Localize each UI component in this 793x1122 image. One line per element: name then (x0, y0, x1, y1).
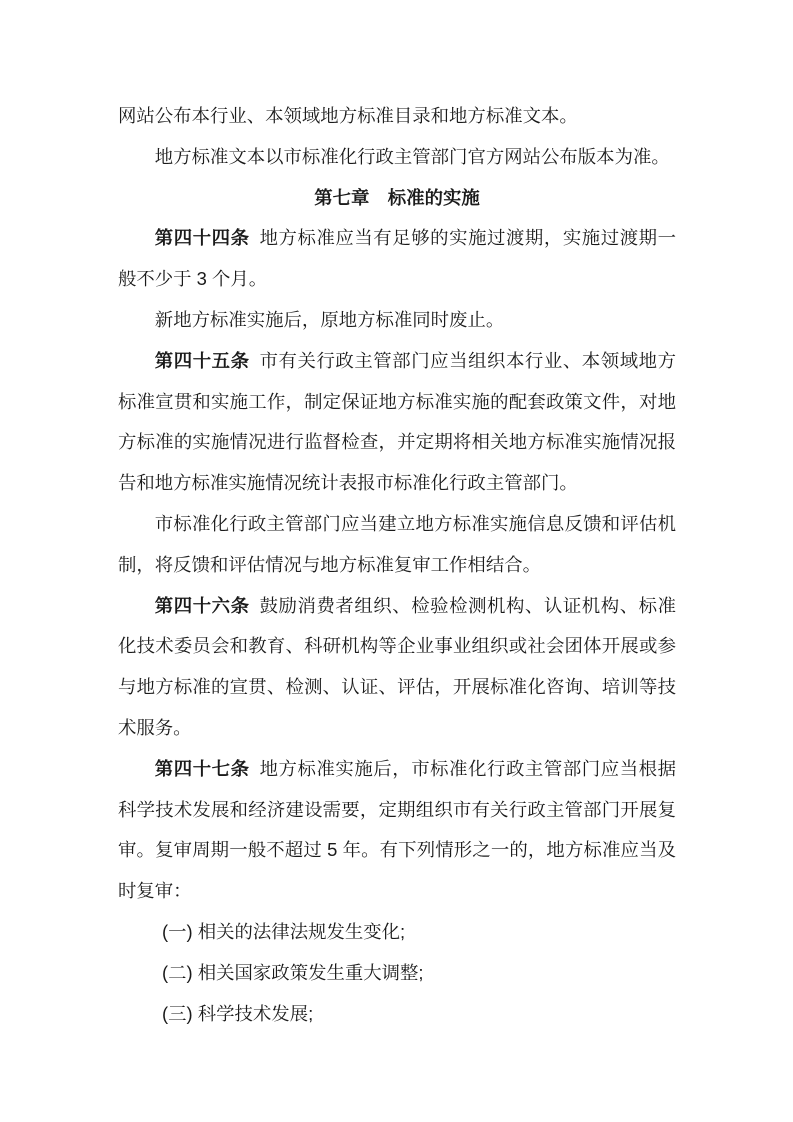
review-condition-item-3: (三) 科学技术发展; (162, 1002, 314, 1024)
paragraph-feedback-mechanism: 市标准化行政主管部门应当建立地方标准实施信息反馈和评估机制，将反馈和评估情况与地方标准复审工作相结合。 (118, 512, 676, 575)
paragraph-continuation: 网站公布本行业、本领域地方标准目录和地方标准文本。 (118, 105, 578, 126)
article-45-number: 第四十五条 (154, 349, 250, 371)
article-44-paragraph (118, 218, 676, 300)
review-condition-item-2: (二) 相关国家政策发生重大调整; (162, 961, 424, 983)
review-condition-item-1: (一) 相关的法律法规发生变化; (162, 920, 406, 942)
article-46-number: 第四十六条 (154, 594, 250, 616)
article-45-text: 市有关行政主管部门应当组织本行业、本领域地方标准宣贯和实施工作，制定保证地方标准实施的配套政策文件，对地方标准的实施情况进行监督检查，并定期将相关地方标准实施情况报告和地方标准实施情况统计表报市标准化行政主管部门。 (118, 349, 676, 494)
paragraph-official-version: 地方标准文本以市标准化行政主管部门官方网站公布版本为准。 (154, 145, 670, 167)
article-46-paragraph (118, 586, 676, 749)
article-47-number: 第四十七条 (154, 757, 250, 779)
article-47-text: 地方标准实施后，市标准化行政主管部门应当根据科学技术发展和经济建设需要，定期组织市有关行政主管部门开展复审。复审周期一般不超过 5 年。有下列情形之一的，地方标准应当及时复审： (118, 757, 676, 902)
article-47-paragraph (118, 749, 676, 912)
chapter-heading: 第七章 标准的实施 (314, 186, 480, 208)
article-44-number: 第四十四条 (154, 227, 250, 249)
article-45-paragraph (118, 341, 676, 504)
article-44-text: 地方标准应当有足够的实施过渡期，实施过渡期一般不少于 3 个月。 (118, 227, 676, 290)
article-46-text: 鼓励消费者组织、检验检测机构、认证机构、标准化技术委员会和教育、科研机构等企业事业组织或社会团体开展或参与地方标准的宣贯、检测、认证、评估，开展标准化咨询、培训等技术服务。 (118, 594, 676, 738)
paragraph-new-standard: 新地方标准实施后，原地方标准同时废止。 (154, 308, 505, 330)
